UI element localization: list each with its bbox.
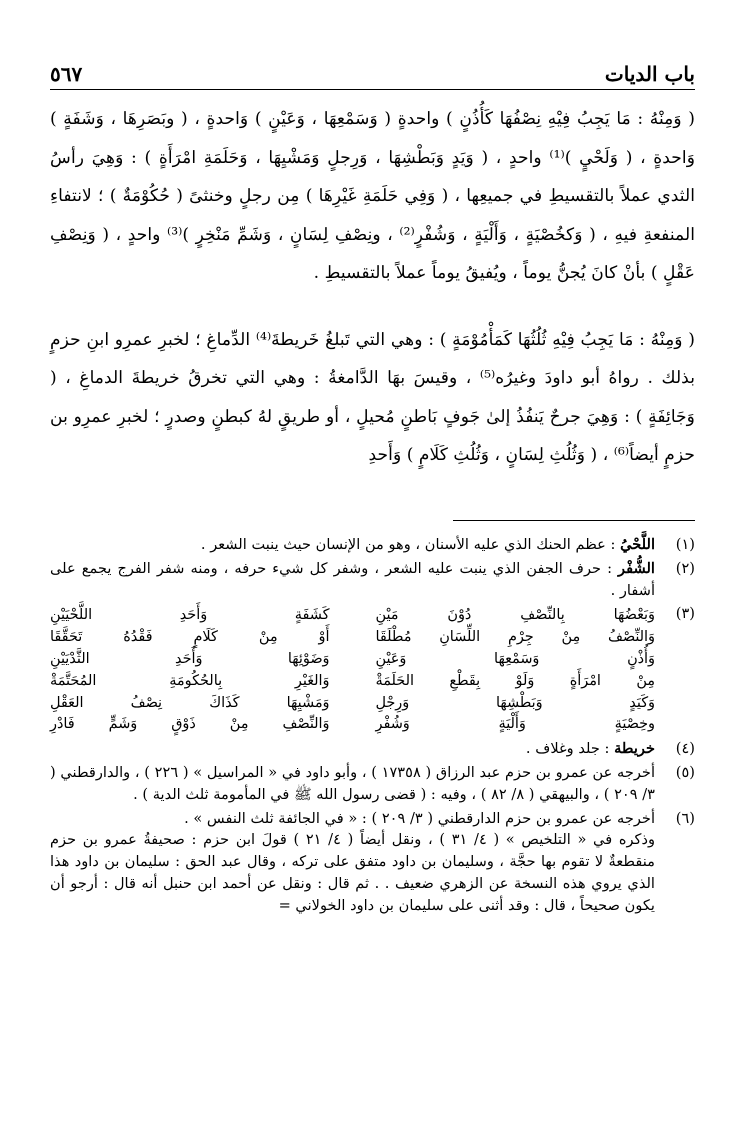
footnote-continuation: وذكره في « التلخيص » ( ٤/ ٣١ ) ، ونقل أيضاً ( ٤/ ٢١ ) قولَ ابن حزم : صحيفةُ عمرو بن حزم منقطعةٌ لا تقوم بها حجَّة ، وسليمان بن داود متفق على تركه ، وقال عبد الحق : سليمان بن داود هذا الذي يروي هذه النسخة عن الزهري ضعيف . . ثم قال : ونقل عن أحمد ابن حنبل أنه قال : أرجو أن يكون صحيحاً ، قال : وقد أثنى على سليمان بن داود الخولاني = [50,831,656,914]
poem-hemistich: مِنْ امْرَأَةٍ وَلَوْ بِقَطْعِ الحَلَمَةْ [375,672,655,689]
footnote-text [50,808,655,917]
footnote-text [50,534,655,556]
footnote-number: (٢) [675,559,695,577]
footnote-keyword: الشُّفْر [618,559,655,577]
poem-hemistich: وَالنِّصْفُ مِنْ جِرْمِ اللِّسَانِ مُطْلَقَا [375,629,655,646]
poem-hemistich: وَمَشْيِهَا كَذَاكَ نِصْفُ العَقْلِ [50,694,330,711]
footnote-number: (١) [675,536,695,553]
footnote-keyword: اللَّحْيُ [620,536,655,553]
footnote-number: (٥) [675,763,695,781]
footnote-6 [50,808,695,917]
footnotes [50,534,695,919]
main-text [50,100,695,475]
paragraph: ( وَمِنْهُ : مَا يَجِبُ فِيْهِ ثُلُثُهَا كَمَأْمُوْمَةٍ ) : وهي التي تَبلغُ خَريطةَ⁽⁴⁾ الدِّماغِ ؛ لخبرِ عمرِو ابنِ حزمٍ بذلك . رواهُ أبو داودَ وغيرُه⁽⁵⁾ ، وقيسَ بهَا الدَّامغةُ : وهي التي تخرقُ خريطةَ الدماغِ ، ( وَجَائِفَةٍ ) : وَهِيَ جرحٌ يَنفُذُ إلىٰ جَوفٍ بَاطنٍ مُحيلٍ ، أو طريقٍ لهُ كبطنٍ وصدرٍ ؛ لخبرِ عمرِو بن حزمٍ أيضاً⁽⁶⁾ ، ( وَثُلُثِ لِسَانٍ ، وَثُلُثِ كَلَامٍ ) وَأَحدِ [50,329,695,465]
poem-hemistich: أَوْ مِنْ كَلَامٍ فَقْدُهُ تَحَقَّقَا [50,629,330,646]
footnote-4 [50,738,695,760]
poem-hemistich: وَكَيَدٍ وَبَطْشِهَا وَرِجْلِ [375,694,655,711]
footnote-divider [453,520,695,521]
page-number: ٥٦٧ [50,62,83,86]
poem-hemistich: كَشَفَةٍ وَأَحَدِ اللَّحْيَيْنِ [50,607,330,624]
footnote-text [50,738,655,760]
poem-hemistich: وَالغَيْرِ بِالحُكُومَةِ المُحَتَّمَةْ [50,672,330,689]
footnote-3 [50,603,695,736]
footnote-keyword: خريطة [614,740,655,758]
poem-hemistich: وَبَعْضُهَا بِالنِّصْفِ دُوْنَ مَيْنِ [375,607,655,624]
footnote-body: أخرجه عن عمرو بن حزم الدارقطني ( ٣/ ٢٠٩ ) : « في الجائفة ثلث النفس » . [184,809,655,827]
footnote-body: : جلد وغلاف . [525,740,615,758]
poem-hemistich: وَضَوْئِهَا وَأَحَدِ الثَّدْيَيْنِ [50,650,330,667]
poem [50,605,655,736]
poem-hemistich: وخِصْيَةٍ وَأَلْيَةٍ وَشُفْرِ [375,716,655,733]
footnote-number: (٦) [675,809,695,827]
poem-hemistich: وَأُذْنٍ وَسَمْعِهَا وَعَيْنِ [375,650,655,667]
footnote-number: (٤) [675,740,695,758]
page-header [50,52,695,90]
footnote-body: : حرف الجفن الذي ينبت عليه الشعر ، وشفر كل شيء حرفه ، ومنه شفر الفرج يجمع على أشفار . [50,559,655,599]
footnote-text: أخرجه عن عمرو بن حزم عبد الرزاق ( ١٧٣٥٨ ) ، وأبو داود في « المراسيل » ( ٢٢٦ ) ، والدارقطني ( ٣/ ٢٠٩ ) ، والبيهقي ( ٨/ ٨٢ ) ، وفيه : ( قضى رسول الله ﷺ في المأمومة ثلث الدية ) . [50,763,656,803]
footnote-2 [50,558,695,602]
poem-hemistich: وَالنِّصْفِ مِنْ ذَوْقٍ وَشَمٍّ فَادْرِ [50,716,330,733]
chapter-title: باب الديات [604,62,695,86]
footnote-number: (٣) [675,605,695,623]
footnote-text [50,558,655,602]
footnote-1 [50,534,695,556]
paragraph: ( وَمِنْهُ : مَا يَجِبُ فِيْهِ نِصْفُهَا كَأُذُنٍ ) واحدةٍ ( وَسَمْعِهَا ، وَعَيْنٍ ) وَاحدةٍ ، ( وبَصَرِهَا ، وَشَفَةٍ ) وَاحدةٍ ، ( وَلَحْيٍ )⁽¹⁾ واحدٍ ، ( وَيَدٍ وَبَطْشِهَا ، وَرِجلٍ وَمَشْيِهَا ، وَحَلَمَةِ امْرَأَةٍ ) : وَهِيَ رأسُ الثدي عملاً بالتقسيطِ في جميعِها ، ( وَفِي حَلَمَةِ غَيْرِهَا ) مِن رجلٍ وخنثىً ( حُكُوْمَةٌ ) ؛ لانتفاءِ المنفعةِ فيهِ ، ( وَكخُصْيَةٍ ، وَأَلْيَةٍ ، وَشُفْرٍ⁽²⁾ ، ونِصْفِ لِسَانٍ ، وَشَمِّ مَنْخِرٍ )⁽³⁾ واحدٍ ، ( وَنِصْفِ عَقْلٍ ) بأنْ كانَ يُجنُّ يوماً ، ويُفيقُ يوماً عملاً بالتقسيطِ . [50,109,696,283]
footnote-5 [50,762,695,806]
footnote-body: : عظم الحنك الذي عليه الأسنان ، وهو من الإنسان حيث ينبت الشعر . [200,536,621,553]
